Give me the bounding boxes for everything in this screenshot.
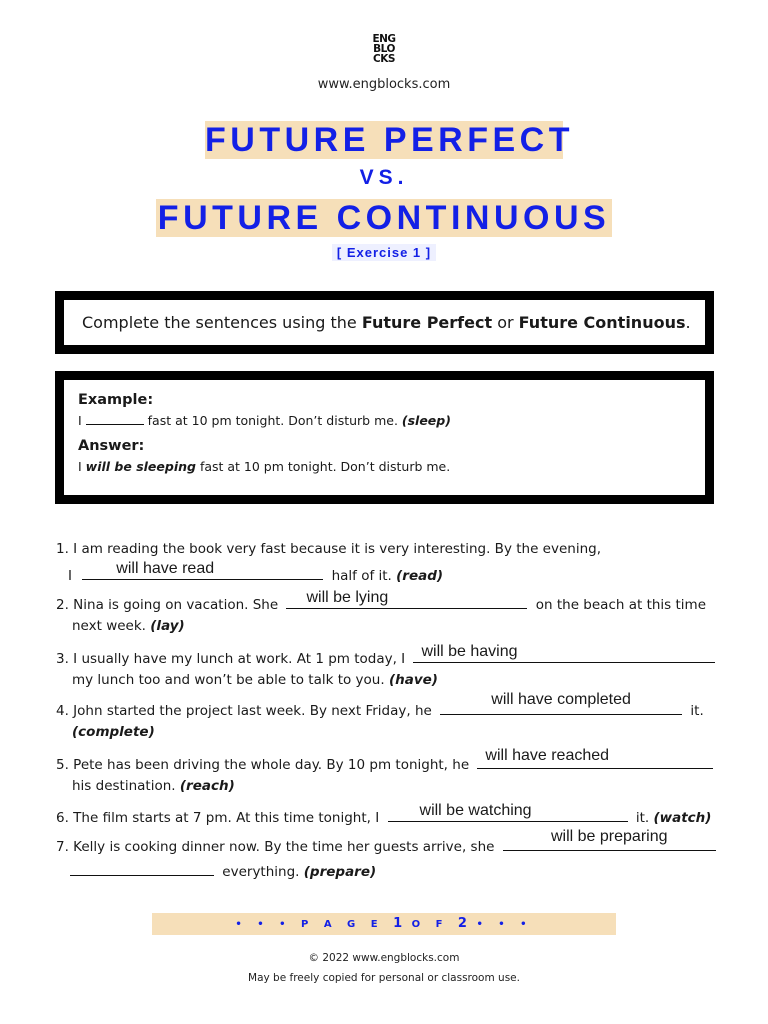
- exercise-item-1-line-1: 1. I am reading the book very fast because it is very interesting. By the evening,: [56, 541, 601, 557]
- example-sentence: I fast at 10 pm tonight. Don’t disturb me. (sleep): [78, 413, 451, 428]
- exercise-item-7-line-2: everything. (prepare): [70, 861, 376, 880]
- instruction-box: [55, 291, 714, 354]
- exercise-item-6-line-1: 6. The film starts at 7 pm. At this time tonight, I will be watching it. (watch): [56, 802, 712, 826]
- instruction-bold-2: Future Continuous: [518, 313, 686, 332]
- title-vs: VS.: [359, 166, 409, 189]
- answer-blank-1[interactable]: will have read: [82, 565, 323, 580]
- exercise-item-1-line-2: I will have read half of it. (read): [68, 560, 444, 584]
- answer-blank-6[interactable]: will be watching: [388, 807, 628, 822]
- example-box: [55, 371, 714, 504]
- answer-blank-7-continued[interactable]: [70, 861, 214, 876]
- example-verb: (sleep): [401, 413, 451, 428]
- license-note: May be freely copied for personal or classroom use.: [248, 972, 520, 984]
- instruction-bold-1: Future Perfect: [361, 313, 493, 332]
- instruction-post: .: [685, 313, 691, 332]
- answer-sentence: I will be sleeping fast at 10 pm tonight. Don’t disturb me.: [78, 459, 451, 474]
- exercise-item-2-line-1: 2. Nina is going on vacation. She will be lying on the beach at this time: [56, 589, 707, 613]
- copyright: © 2022 www.engblocks.com: [308, 952, 460, 964]
- instruction-pre: Complete the sentences using the: [82, 313, 362, 332]
- exercise-item-2-line-2: next week. (lay): [72, 618, 185, 634]
- page-indicator: • • • P A G E 1 O F 2 • • •: [152, 913, 616, 935]
- instruction-mid: or: [492, 313, 519, 332]
- exercise-item-3-line-1: 3. I usually have my lunch at work. At 1 pm today, I will be having: [56, 648, 715, 667]
- exercise-item-4-line-2: (complete): [72, 724, 155, 740]
- answer-blank-4[interactable]: will have completed: [440, 700, 682, 715]
- answer-blank-3[interactable]: will be having: [413, 648, 715, 663]
- answer-label: Answer:: [78, 438, 145, 454]
- exercise-item-3-line-2: my lunch too and won’t be able to talk to you. (have): [72, 672, 438, 688]
- exercise-item-5-line-1: 5. Pete has been driving the whole day. By 10 pm tonight, he will have reached: [56, 754, 713, 773]
- engblocks-logo: ENG BLO CKS: [372, 33, 396, 65]
- answer-blank-5[interactable]: will have reached: [477, 754, 713, 769]
- current-page: 1: [393, 916, 403, 931]
- answer-blank-7[interactable]: will be preparing: [503, 836, 716, 851]
- title-future-perfect: FUTURE PERFECT: [205, 121, 574, 159]
- exercise-item-4-line-1: 4. John started the project last week. By next Friday, he will have completed it.: [56, 691, 704, 719]
- total-pages: 2: [457, 916, 467, 931]
- exercise-item-5-line-2: his destination. (reach): [72, 778, 235, 794]
- exercise-item-7-line-1: 7. Kelly is cooking dinner now. By the time her guests arrive, she will be preparing: [56, 836, 716, 855]
- example-label: Example:: [78, 392, 154, 408]
- site-url[interactable]: www.engblocks.com: [317, 77, 451, 92]
- answer-blank-2[interactable]: will be lying: [286, 594, 527, 609]
- exercise-label: [ Exercise 1 ]: [332, 244, 436, 261]
- answer-fill: will be sleeping: [85, 459, 196, 474]
- example-blank: [86, 414, 144, 425]
- title-future-continuous: FUTURE CONTINUOUS: [157, 199, 611, 237]
